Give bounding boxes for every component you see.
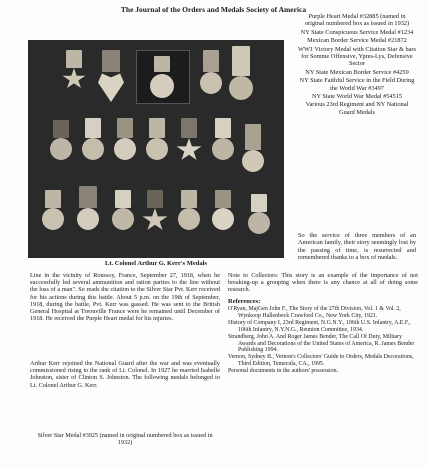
- story-paragraph-2: Arthur Kerr rejoined the National Guard after the war and was eventually commissioned rising to the rank of Lt. Colonel. In 1927 he married Isabelle Johnston, sister of Clinton S. Johnston. The following medals belonged to Lt. Colonel Arthur G. Kerr.: [30, 360, 220, 389]
- reference-item: Vernon, Sydney B., Vernon's Collectors' Guide to Orders, Medals Decorations, Third Edition, Temecula, CA., 1995.: [228, 354, 414, 368]
- story-paragraph-1: Line in the vicinity of Ronssoy, France, September 27, 1918, when he successfully led several ammunition and ration parties to the line without the loss of a man". So reads the citation to the Silver Star Pvt. Kerr received for his actions during this battle. About 5 p.m. on the 19th of September, 1918, during the battle, Pvt. Kerr was gassed. He was sent to the British General Hospital at Treouville France were he remained until December of 1918. He received the Purple Heart medal for his injuries.: [30, 272, 220, 323]
- reference-item: O'Ryan, MajGen John F., The Story of the 27th Division, Vol. 1 & Vol. 2, Wynkoop Hallenbeck Crawford Co., New York City, 1921.: [228, 306, 401, 319]
- family-note: So the service of three members of an American family, their story seemingly lost by the passing of time, is resurrected and remembered thanks to a box of medals.: [298, 232, 416, 262]
- medals-photo: [28, 40, 284, 258]
- references-heading: References:: [228, 298, 261, 305]
- reference-item: Personal documents in the authors' possession.: [228, 368, 339, 375]
- medal-list-item: Various 23rd Regiment and NY National Guard Medals: [305, 101, 409, 116]
- medal-list-item: WW1 Victory Medal with Citation Star & bars for Somme Offensive, Ypres-Lys, Defensive Sector: [298, 45, 416, 68]
- reference-item: Strandberg, John A. And Roger James Bender, The Call Of Duty, Military Awards and Decorations of the United States of America, R. James Bender Publishing 1994.: [228, 333, 415, 354]
- medal-list-item: NY State Conspicuous Service Medal #1234: [300, 28, 414, 36]
- medal-list-item: NY State Faithful Service in the Field During the World War #3497: [299, 77, 415, 92]
- medal-list-item: Mexican Border Service Medal #21872: [307, 37, 407, 45]
- reference-item: History of Company I, 23rd Regiment, N.G.N.Y., 106th U.S. Infantry, A.E.F., 106th Infantry, N.Y.N.G., Reunion Committee, 1934.: [228, 319, 411, 333]
- collectors-note: Note to Collectors: This story is an example of the importance of not breaking-up a grouping when there is any chance at all of doing some research.: [228, 272, 418, 294]
- medal-list-item: NY State Mexican Border Service #4259: [305, 68, 409, 76]
- medal-list-item: Purple Heart Medal #32885 (named in original numbered box as issued in 1932): [304, 13, 410, 28]
- photo-caption: Lt. Colonel Arthur G. Kerr's Medals: [105, 260, 207, 267]
- silver-star-entry: Silver Star Medal #3925 (named in original numbered box as issued in 1932): [37, 432, 213, 447]
- medal-list: [298, 13, 416, 117]
- journal-title: The Journal of the Orders and Medals Society of America: [120, 5, 307, 14]
- references-list: [228, 306, 418, 375]
- medal-list-item: NY State World War Medal #54515: [312, 93, 402, 101]
